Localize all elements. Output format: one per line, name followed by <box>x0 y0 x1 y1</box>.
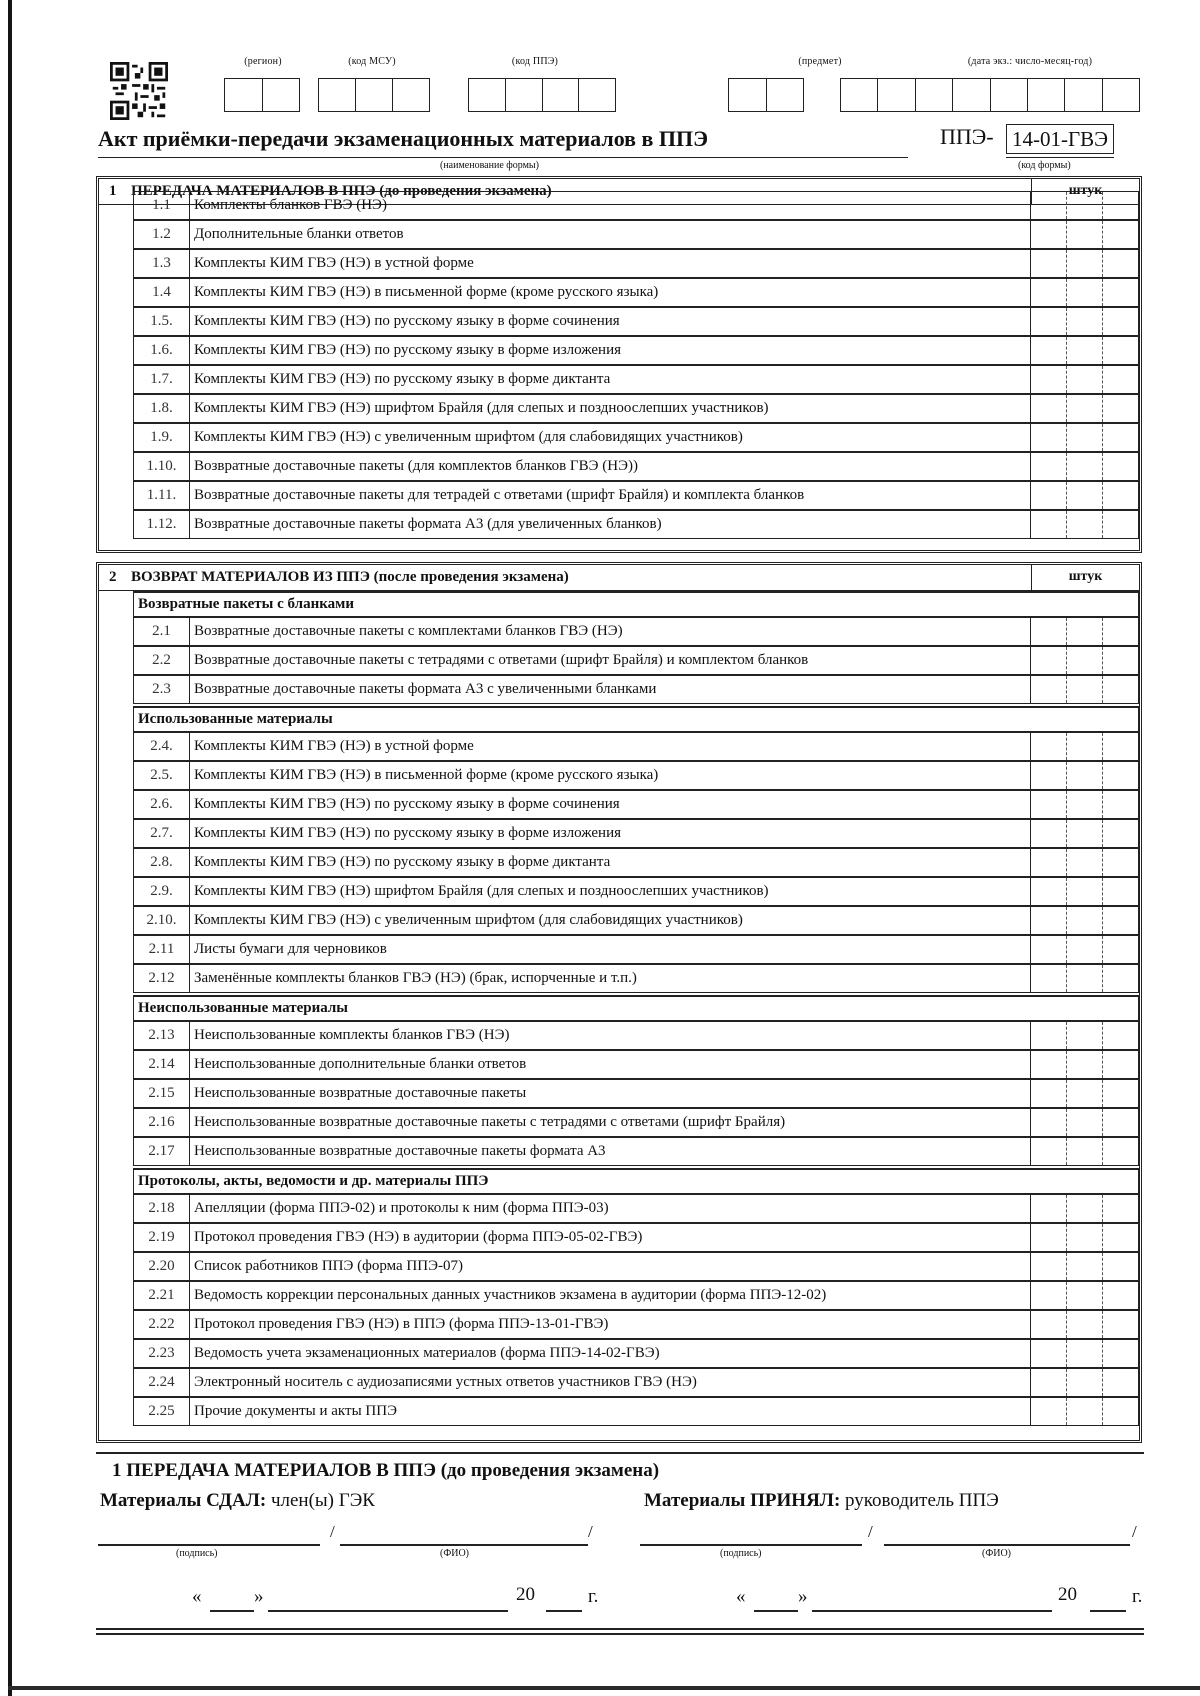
quantity-field[interactable] <box>1030 907 1138 934</box>
row-number: 1.9. <box>134 424 190 451</box>
group-heading: Использованные материалы <box>133 706 1139 732</box>
form-code: 14-01-ГВЭ <box>1006 124 1114 154</box>
row-number: 2.13 <box>134 1022 190 1049</box>
handed-over-label: Материалы СДАЛ: <box>100 1490 267 1511</box>
quantity-field[interactable] <box>1030 1311 1138 1338</box>
row-description: Комплекты КИМ ГВЭ (НЭ) по русскому языку в форме сочинения <box>194 796 620 812</box>
quantity-field[interactable] <box>1030 1369 1138 1396</box>
table-row <box>133 510 1139 539</box>
quantity-field[interactable] <box>1030 482 1138 509</box>
quantity-field[interactable] <box>1030 618 1138 645</box>
form-code-prefix: ППЭ- <box>940 124 994 149</box>
quantity-field[interactable] <box>1030 1195 1138 1222</box>
accepted-role-text: руководитель ППЭ <box>840 1490 999 1511</box>
table-row <box>133 675 1139 704</box>
table-row <box>133 819 1139 848</box>
section-delivery <box>96 176 1142 553</box>
quantity-field[interactable] <box>1030 395 1138 422</box>
table-row <box>133 848 1139 877</box>
table-row <box>133 1108 1139 1137</box>
handed-over-year-line[interactable] <box>546 1610 582 1612</box>
accepted-label: Материалы ПРИНЯЛ: <box>644 1490 841 1511</box>
row-description: Прочие документы и акты ППЭ <box>194 1403 397 1419</box>
separator-slash: / <box>330 1522 335 1541</box>
year-suffix: г. <box>1132 1586 1143 1607</box>
row-description: Листы бумаги для черновиков <box>194 941 387 957</box>
table-row <box>133 423 1139 452</box>
row-number: 2.9. <box>134 878 190 905</box>
quantity-field[interactable] <box>1030 1138 1138 1165</box>
row-number: 2.1 <box>134 618 190 645</box>
table-row <box>133 394 1139 423</box>
row-number: 2.16 <box>134 1109 190 1136</box>
date-quote-close: » <box>254 1586 264 1607</box>
table-row <box>133 1050 1139 1079</box>
row-description: Комплекты КИМ ГВЭ (НЭ) шрифтом Брайля (для слепых и поздноослепших участников) <box>194 400 769 416</box>
row-number: 2.18 <box>134 1195 190 1222</box>
row-description: Комплекты КИМ ГВЭ (НЭ) в письменной форме (кроме русского языка) <box>194 284 659 300</box>
accepted-signature-line[interactable] <box>640 1544 862 1546</box>
handed-over-day-line[interactable] <box>210 1610 254 1612</box>
quantity-field[interactable] <box>1030 250 1138 277</box>
quantity-field[interactable] <box>1030 676 1138 703</box>
form-code-underline <box>1006 157 1114 158</box>
row-description: Комплекты КИМ ГВЭ (НЭ) с увеличенным шрифтом (для слабовидящих участников) <box>194 429 743 445</box>
row-number: 2.8. <box>134 849 190 876</box>
table-row <box>133 336 1139 365</box>
table-row <box>133 964 1139 993</box>
group-heading: Возвратные пакеты с бланками <box>133 591 1139 617</box>
quantity-field[interactable] <box>1030 511 1138 538</box>
row-description: Комплекты КИМ ГВЭ (НЭ) по русскому языку в форме диктанта <box>194 854 611 870</box>
row-number: 2.12 <box>134 965 190 992</box>
quantity-field[interactable] <box>1030 1340 1138 1367</box>
exam-date-field[interactable] <box>840 78 1140 112</box>
quantity-field[interactable] <box>1030 647 1138 674</box>
row-description: Список работников ППЭ (форма ППЭ-07) <box>194 1258 463 1274</box>
row-description: Возвратные доставочные пакеты формата А3 с увеличенными бланками <box>194 681 657 697</box>
quantity-field[interactable] <box>1030 221 1138 248</box>
row-description: Возвратные доставочные пакеты с комплектами бланков ГВЭ (НЭ) <box>194 623 623 639</box>
table-row <box>133 1397 1139 1426</box>
row-description: Протокол проведения ГВЭ (НЭ) в ППЭ (форма ППЭ-13-01-ГВЭ) <box>194 1316 609 1332</box>
ppe-code-field[interactable] <box>468 78 616 112</box>
scan-edge <box>8 0 12 1696</box>
row-description: Возвратные доставочные пакеты формата А3 (для увеличенных бланков) <box>194 516 662 532</box>
region-caption: (регион) <box>244 56 282 67</box>
table-row <box>133 790 1139 819</box>
quantity-field[interactable] <box>1030 1398 1138 1425</box>
quantity-field[interactable] <box>1030 849 1138 876</box>
row-number: 2.11 <box>134 936 190 963</box>
row-number: 2.6. <box>134 791 190 818</box>
date-quote-close: » <box>798 1586 808 1607</box>
mcu-code-caption: (код МСУ) <box>348 56 396 67</box>
row-description: Неиспользованные комплекты бланков ГВЭ (НЭ) <box>194 1027 510 1043</box>
section-title: ВОЗВРАТ МАТЕРИАЛОВ ИЗ ППЭ (после проведения экзамена) <box>131 569 569 585</box>
row-number: 2.5. <box>134 762 190 789</box>
row-number: 2.21 <box>134 1282 190 1309</box>
quantity-field[interactable] <box>1030 192 1138 219</box>
quantity-field[interactable] <box>1030 1109 1138 1136</box>
row-description: Неиспользованные возвратные доставочные пакеты <box>194 1085 527 1101</box>
subject-field[interactable] <box>728 78 804 112</box>
row-number: 2.24 <box>134 1369 190 1396</box>
table-row <box>133 877 1139 906</box>
row-number: 2.15 <box>134 1080 190 1107</box>
quantity-field[interactable] <box>1030 279 1138 306</box>
region-field[interactable] <box>224 78 300 112</box>
quantity-field[interactable] <box>1030 936 1138 963</box>
row-number: 1.12. <box>134 511 190 538</box>
table-row <box>133 452 1139 481</box>
row-number: 2.23 <box>134 1340 190 1367</box>
quantity-field[interactable] <box>1030 366 1138 393</box>
row-description: Апелляции (форма ППЭ-02) и протоколы к ним (форма ППЭ-03) <box>194 1200 609 1216</box>
row-description: Дополнительные бланки ответов <box>194 226 404 242</box>
quantity-field[interactable] <box>1030 453 1138 480</box>
date-quote-open: « <box>192 1586 202 1607</box>
row-description: Возвратные доставочные пакеты (для комплектов бланков ГВЭ (НЭ)) <box>194 458 638 474</box>
row-number: 2.19 <box>134 1224 190 1251</box>
divider <box>96 1628 1144 1630</box>
row-description: Возвратные доставочные пакеты с тетрадями с ответами (шрифт Брайля) и комплектом бланков <box>194 652 809 668</box>
row-description: Комплекты КИМ ГВЭ (НЭ) по русскому языку в форме изложения <box>194 825 622 841</box>
quantity-field[interactable] <box>1030 337 1138 364</box>
section-number: 2 <box>109 569 117 585</box>
row-number: 1.4 <box>134 279 190 306</box>
form-code-caption: (код формы) <box>1018 160 1071 171</box>
group-heading: Протоколы, акты, ведомости и др. материалы ППЭ <box>133 1168 1139 1194</box>
unit-header: штук <box>1031 565 1139 590</box>
signature-caption: (подпись) <box>720 1548 762 1559</box>
row-number: 2.20 <box>134 1253 190 1280</box>
year-prefix: 20 <box>1058 1584 1077 1605</box>
row-description: Комплекты КИМ ГВЭ (НЭ) в письменной форме (кроме русского языка) <box>194 767 659 783</box>
table-row <box>133 1021 1139 1050</box>
row-description: Комплекты КИМ ГВЭ (НЭ) по русскому языку в форме диктанта <box>194 371 611 387</box>
quantity-field[interactable] <box>1030 762 1138 789</box>
table-row <box>133 191 1139 220</box>
quantity-field[interactable] <box>1030 878 1138 905</box>
accepted-role <box>644 1490 999 1512</box>
row-description: Ведомость учета экзаменационных материалов (форма ППЭ-14-02-ГВЭ) <box>194 1345 660 1361</box>
table-row <box>133 365 1139 394</box>
separator-slash: / <box>868 1522 873 1541</box>
row-description: Заменённые комплекты бланков ГВЭ (НЭ) (брак, испорченные и т.п.) <box>194 970 637 986</box>
row-description: Комплекты КИМ ГВЭ (НЭ) в устной форме <box>194 255 474 271</box>
row-number: 2.4. <box>134 733 190 760</box>
table-row <box>133 278 1139 307</box>
table-row <box>133 617 1139 646</box>
accepted-year-line[interactable] <box>1090 1610 1126 1612</box>
row-description: Возвратные доставочные пакеты для тетрадей с ответами (шрифт Брайля) и комплекта бланков <box>194 487 805 503</box>
quantity-field[interactable] <box>1030 1080 1138 1107</box>
divider <box>96 1633 1144 1635</box>
quantity-field[interactable] <box>1030 308 1138 335</box>
table-row <box>133 1310 1139 1339</box>
table-row <box>133 1368 1139 1397</box>
row-description: Комплекты КИМ ГВЭ (НЭ) по русскому языку в форме изложения <box>194 342 622 358</box>
table-row <box>133 646 1139 675</box>
row-description: Неиспользованные дополнительные бланки ответов <box>194 1056 527 1072</box>
quantity-field[interactable] <box>1030 424 1138 451</box>
row-number: 1.2 <box>134 221 190 248</box>
table-row <box>133 732 1139 761</box>
year-suffix: г. <box>588 1586 599 1607</box>
separator-slash: / <box>1132 1522 1137 1541</box>
row-number: 1.5. <box>134 308 190 335</box>
row-description: Неиспользованные возвратные доставочные пакеты формата А3 <box>194 1143 606 1159</box>
table-row <box>133 1137 1139 1166</box>
row-description: Комплекты КИМ ГВЭ (НЭ) шрифтом Брайля (для слепых и поздноослепших участников) <box>194 883 769 899</box>
table-row <box>133 1281 1139 1310</box>
table-row <box>133 935 1139 964</box>
row-number: 1.3 <box>134 250 190 277</box>
row-description: Комплекты КИМ ГВЭ (НЭ) в устной форме <box>194 738 474 754</box>
table-row <box>133 1194 1139 1223</box>
table-row <box>133 249 1139 278</box>
table-row <box>133 307 1139 336</box>
table-row <box>133 1079 1139 1108</box>
separator-slash: / <box>588 1522 593 1541</box>
section-number: 1 <box>109 183 117 199</box>
quantity-field[interactable] <box>1030 1051 1138 1078</box>
table-row <box>133 481 1139 510</box>
title-underline <box>98 157 908 158</box>
row-number: 2.3 <box>134 676 190 703</box>
row-description: Неиспользованные возвратные доставочные пакеты с тетрадями с ответами (шрифт Брайля) <box>194 1114 786 1130</box>
quantity-field[interactable] <box>1030 1224 1138 1251</box>
row-number: 1.7. <box>134 366 190 393</box>
row-number: 1.11. <box>134 482 190 509</box>
signature-caption: (подпись) <box>176 1548 218 1559</box>
name-caption: (ФИО) <box>440 1548 470 1559</box>
row-description: Комплекты бланков ГВЭ (НЭ) <box>194 197 387 213</box>
row-number: 2.17 <box>134 1138 190 1165</box>
handed-over-name-line[interactable] <box>340 1544 588 1546</box>
section-header <box>99 565 1139 591</box>
accepted-month-line[interactable] <box>812 1610 1052 1612</box>
mcu-code-field[interactable] <box>318 78 430 112</box>
ppe-code-caption: (код ППЭ) <box>511 56 559 67</box>
quantity-field[interactable] <box>1030 820 1138 847</box>
section-return <box>96 562 1142 1443</box>
handed-over-signature-line[interactable] <box>98 1544 320 1546</box>
form-title-caption: (наименование формы) <box>440 160 539 171</box>
handed-over-role-text: член(ы) ГЭК <box>266 1490 375 1511</box>
row-description: Ведомость коррекции персональных данных участников экзамена в аудитории (форма ППЭ-12-02) <box>194 1287 827 1303</box>
row-number: 2.10. <box>134 907 190 934</box>
quantity-field[interactable] <box>1030 1022 1138 1049</box>
name-caption: (ФИО) <box>982 1548 1012 1559</box>
row-number: 2.14 <box>134 1051 190 1078</box>
quantity-field[interactable] <box>1030 1253 1138 1280</box>
row-number: 1.6. <box>134 337 190 364</box>
table-row <box>133 220 1139 249</box>
date-quote-open: « <box>736 1586 746 1607</box>
table-row <box>133 1223 1139 1252</box>
qr-code <box>110 62 168 120</box>
row-number: 1.1 <box>134 192 190 219</box>
handed-over-role <box>100 1490 375 1512</box>
table-row <box>133 1252 1139 1281</box>
divider <box>96 1452 1144 1454</box>
unit-header: штук <box>1031 179 1139 204</box>
scan-edge-bottom <box>8 1686 1200 1690</box>
accepted-day-line[interactable] <box>754 1610 798 1612</box>
row-description: Электронный носитель с аудиозаписями устных ответов участников ГВЭ (НЭ) <box>194 1374 697 1390</box>
year-prefix: 20 <box>516 1584 535 1605</box>
quantity-field[interactable] <box>1030 733 1138 760</box>
quantity-field[interactable] <box>1030 1282 1138 1309</box>
row-description: Комплекты КИМ ГВЭ (НЭ) по русскому языку в форме сочинения <box>194 313 620 329</box>
row-number: 2.7. <box>134 820 190 847</box>
row-description: Протокол проведения ГВЭ (НЭ) в аудитории (форма ППЭ-05-02-ГВЭ) <box>194 1229 643 1245</box>
row-number: 2.2 <box>134 647 190 674</box>
row-number: 1.10. <box>134 453 190 480</box>
section-title: ПЕРЕДАЧА МАТЕРИАЛОВ В ППЭ (до проведения экзамена) <box>131 183 552 199</box>
row-number: 1.8. <box>134 395 190 422</box>
row-number: 2.22 <box>134 1311 190 1338</box>
table-row <box>133 761 1139 790</box>
accepted-name-line[interactable] <box>884 1544 1130 1546</box>
quantity-field[interactable] <box>1030 791 1138 818</box>
signature-section-title: 1 ПЕРЕДАЧА МАТЕРИАЛОВ В ППЭ (до проведения экзамена) <box>112 1460 660 1481</box>
row-description: Комплекты КИМ ГВЭ (НЭ) с увеличенным шрифтом (для слабовидящих участников) <box>194 912 743 928</box>
exam-date-caption: (дата экз.: число-месяц-год) <box>967 56 1093 67</box>
table-row <box>133 906 1139 935</box>
table-row <box>133 1339 1139 1368</box>
handed-over-month-line[interactable] <box>268 1610 508 1612</box>
group-heading: Неиспользованные материалы <box>133 995 1139 1021</box>
row-number: 2.25 <box>134 1398 190 1425</box>
subject-caption: (предмет) <box>798 56 842 67</box>
form-title: Акт приёмки-передачи экзаменационных материалов в ППЭ <box>98 126 709 151</box>
quantity-field[interactable] <box>1030 965 1138 992</box>
